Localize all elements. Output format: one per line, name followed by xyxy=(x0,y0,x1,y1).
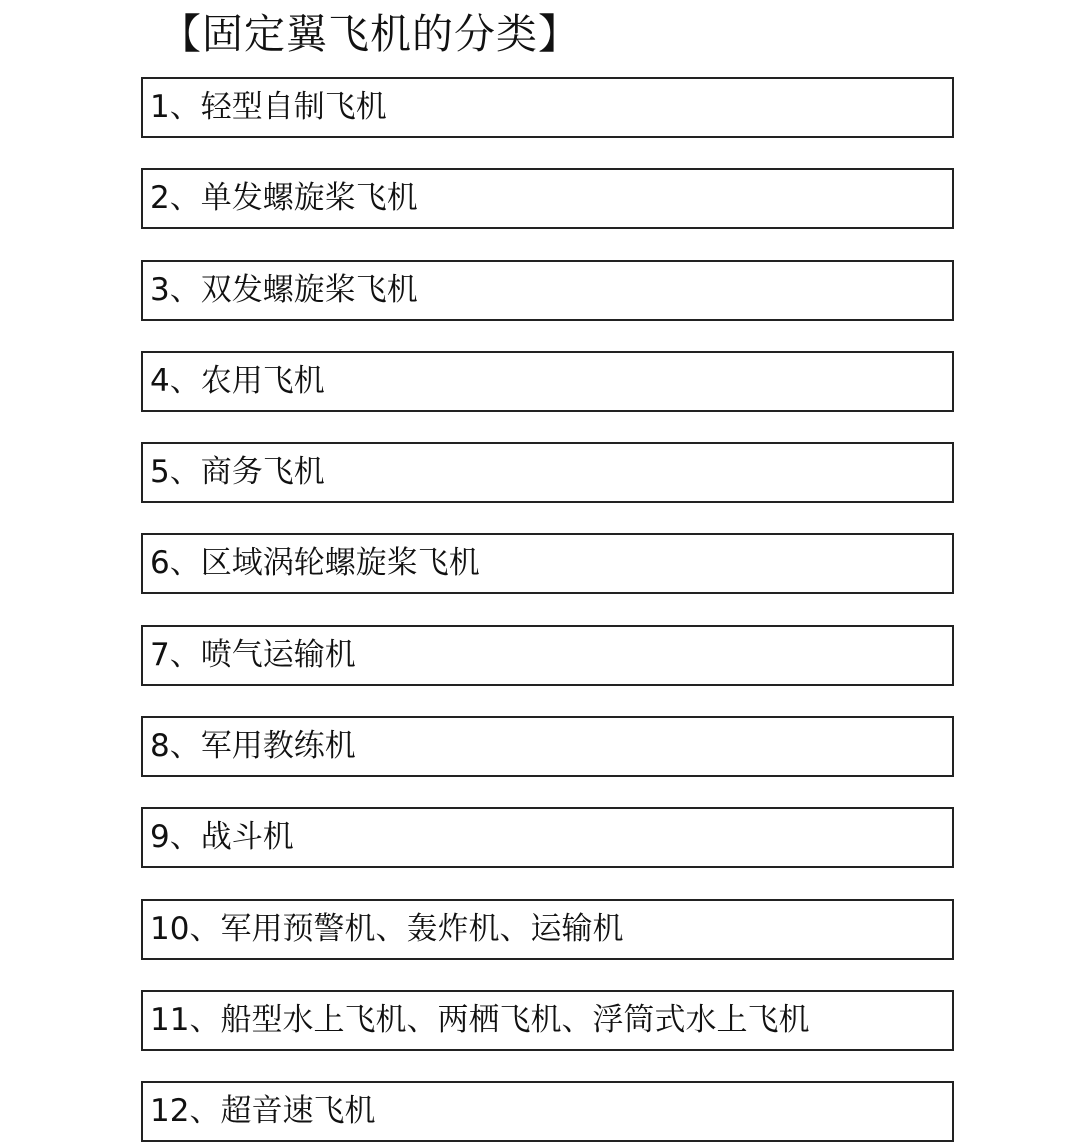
list-item: 11、船型水上飞机、两栖飞机、浮筒式水上飞机 xyxy=(141,990,954,1051)
list-item: 4、农用飞机 xyxy=(141,351,954,412)
page-title: 【固定翼飞机的分类】 xyxy=(160,10,580,58)
list-item: 6、区域涡轮螺旋桨飞机 xyxy=(141,533,954,594)
classification-list xyxy=(141,77,954,1142)
list-item: 1、轻型自制飞机 xyxy=(141,77,954,138)
list-item: 12、超音速飞机 xyxy=(141,1081,954,1142)
list-item: 7、喷气运输机 xyxy=(141,625,954,686)
list-item: 8、军用教练机 xyxy=(141,716,954,777)
list-item: 10、军用预警机、轰炸机、运输机 xyxy=(141,899,954,960)
list-item: 9、战斗机 xyxy=(141,807,954,868)
list-item: 3、双发螺旋桨飞机 xyxy=(141,260,954,321)
list-item: 5、商务飞机 xyxy=(141,442,954,503)
list-item: 2、单发螺旋桨飞机 xyxy=(141,168,954,229)
